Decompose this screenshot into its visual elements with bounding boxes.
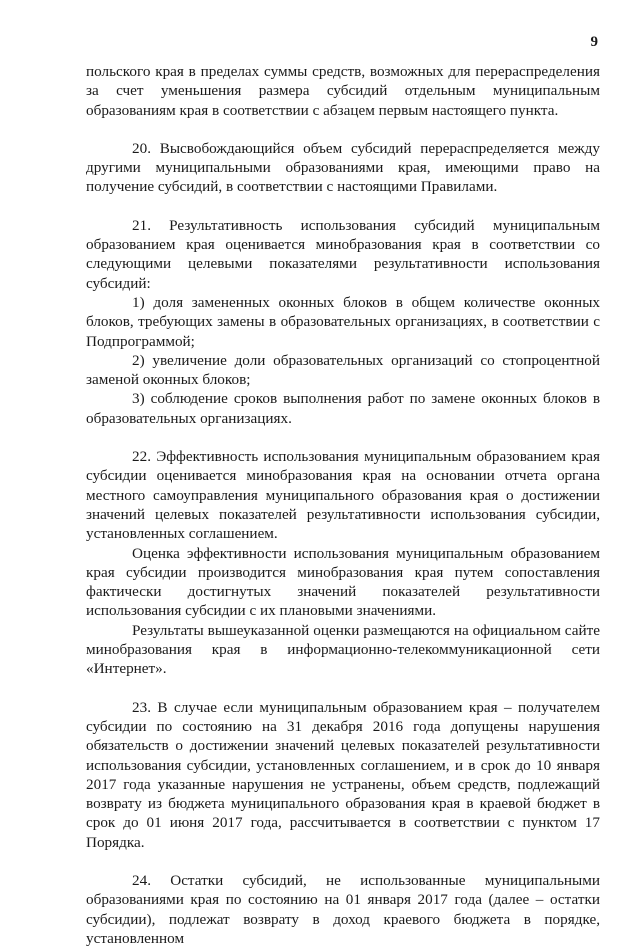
paragraph-23: 23. В случае если муниципальным образованием края – получателем субсидии по состоянию на 31 декабря 2016 года допущены нарушения обязательств о достижении значений целевых показателей результативности использования субсидии, установленных соглашением, и в срок до 10 января 2017 года указанные нарушения не устранены, объем средств, подлежащий возврату из бюджета муниципального образования края в краевой бюджет в срок до 01 июня 2017 года, рассчитывается в соответствии с пунктом 17 Порядка. [86,698,600,851]
paragraph-20: 20. Высвобождающийся объем субсидий перераспределяется между другими муниципальными образованиями края, имеющими право на получение субсидий, в соответствии с настоящими Правилами. [86,139,600,196]
paragraph-22-results: Результаты вышеуказанной оценки размещаются на официальном сайте минобразования края в информационно-телекоммуникационной сети «Интернет». [86,621,600,678]
paragraph-21: 21. Результативность использования субсидий муниципальным образованием края оценивается минобразования края в соответствии со следующими целевыми показателями результативности использования субсидий: [86,216,600,292]
page-number: 9 [590,34,598,50]
paragraph-24: 24. Остатки субсидий, не использованные муниципальными образованиями края по состоянию на 01 января 2017 года (далее – остатки субсидии), подлежат возврату в доход краевого бюджета в порядке, установленном [86,871,600,947]
paragraph-22: 22. Эффективность использования муниципальным образованием края субсидии оценивается минобразования края на основании отчета органа местного самоуправления муниципального образования края о достижении значений целевых показателей результативности использования субсидии, установленных соглашением. [86,448,600,543]
paragraph-21-item-1: 1) доля замененных оконных блоков в общем количестве оконных блоков, требующих замены в образовательных организациях, в соответствии с Подпрограммой; [86,293,600,350]
paragraph-19-continuation: польского края в пределах суммы средств, возможных для перераспределения за счет уменьшения размера субсидий отдельным муниципальным образованиям края в соответствии с абзацем первым настоящего пункта. [86,63,600,119]
document-body [86,62,600,948]
paragraph-21-item-3: 3) соблюдение сроков выполнения работ по замене оконных блоков в образовательных организациях. [86,390,600,427]
paragraph-22-evaluation: Оценка эффективности использования муниципальным образованием края субсидии производится минобразования края путем сопоставления фактически достигнутых значений показателей результативности использования субсидии с их плановыми значениями. [86,544,600,620]
paragraph-21-item-2: 2) увеличение доли образовательных организаций со стопроцентной заменой оконных блоков; [86,351,600,389]
